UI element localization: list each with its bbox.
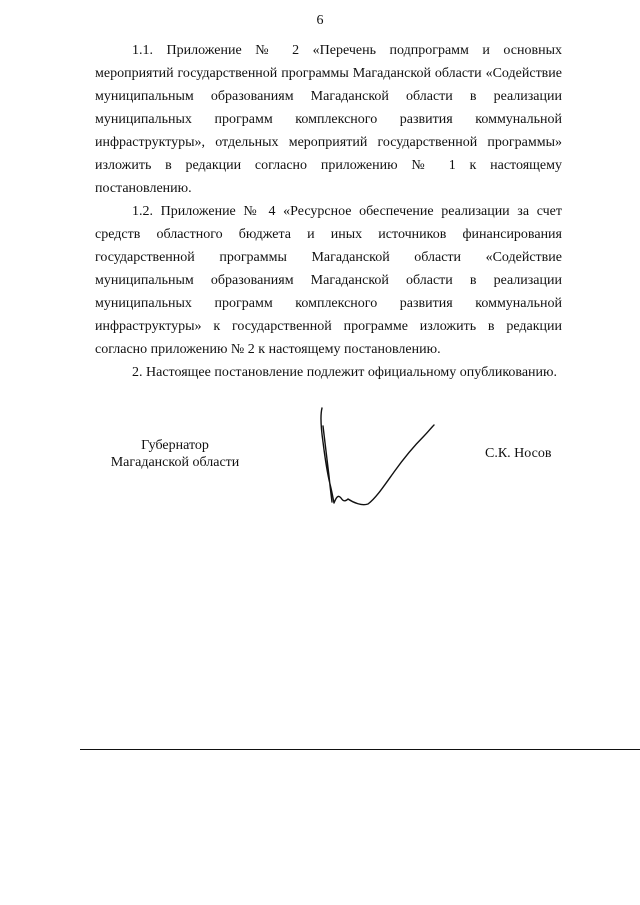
- paragraph-1-1: 1.1. Приложение № 2 «Перечень подпрограмм и основных мероприятий государственной программы Магаданской области «Содействие муниципальным образованиям Магаданской области в реализации муниципальных программ комплексного развития коммунальной инфраструктуры», отдельных мероприятий государственной программы» изложить в редакции согласно приложению № 1 к настоящему постановлению.: [95, 43, 562, 196]
- paragraph-1-2: 1.2. Приложение № 4 «Ресурсное обеспечение реализации за счет средств областного бюджета и иных источников финансирования государственной программы Магаданской области «Содействие муниципальным образованиям Магаданской области в реализации муниципальных программ комплексного развития коммунальной инфраструктуры» к государственной программе изложить в редакции согласно приложению № 2 к настоящему постановлению.: [95, 204, 562, 357]
- page-number: 6: [316, 13, 324, 28]
- handwritten-signature: [310, 406, 450, 526]
- document-body: [95, 39, 562, 384]
- signature-block: [0, 434, 640, 524]
- signatory-title: [95, 437, 255, 471]
- signatory-name: С.К. Носов: [485, 446, 552, 461]
- signatory-title-line-1: Губернатор: [141, 438, 209, 453]
- footer-rule: [80, 749, 640, 750]
- paragraph-2: 2. Настоящее постановление подлежит официальному опубликованию.: [132, 365, 557, 380]
- signatory-title-line-2: Магаданской области: [110, 455, 240, 470]
